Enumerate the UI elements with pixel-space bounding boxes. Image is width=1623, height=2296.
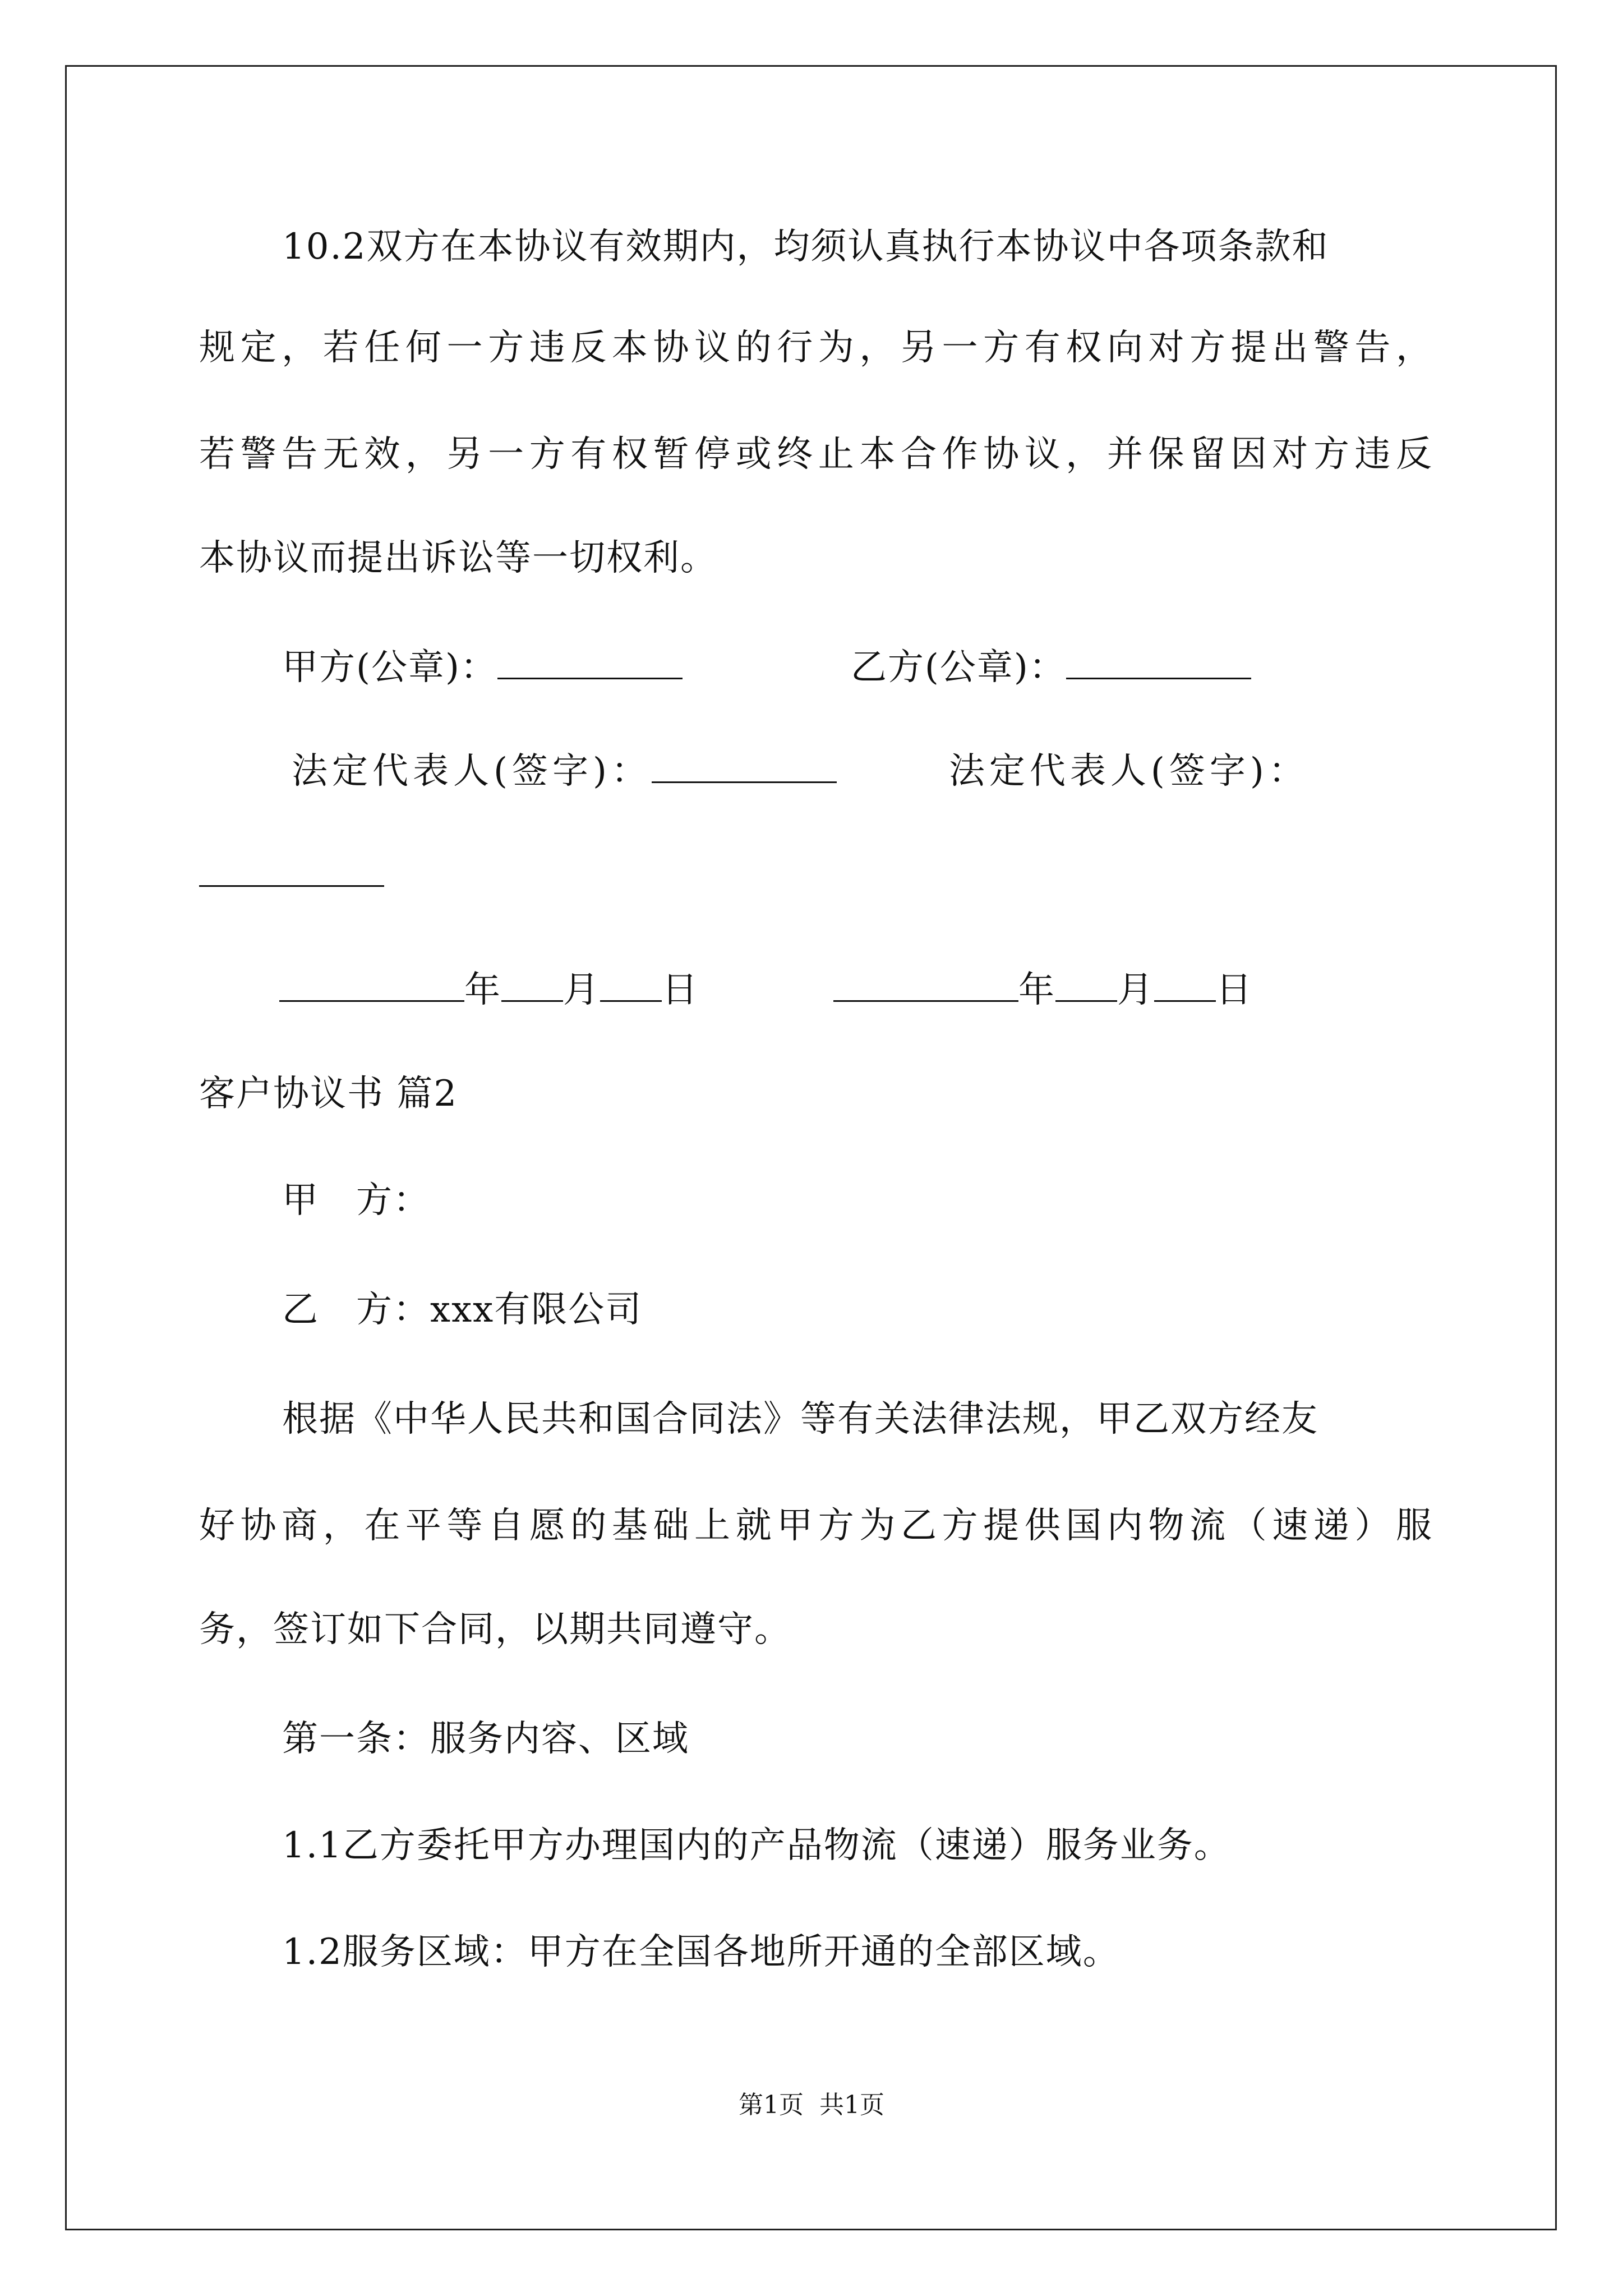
page-footer [0,2090,1623,2121]
article-title: 第一条：服务内容、区域 [282,1718,689,1760]
rep-a-blank [652,750,837,783]
day-b-blank [1154,969,1216,1002]
rep-b-label: 法定代表人(签字)： [948,751,1309,792]
month-b-label: 月 [1117,969,1154,1011]
month-a-blank [501,969,563,1002]
rep-a-label: 法定代表人(签字)： [292,751,652,792]
section-title: 客户协议书 篇2 [199,1073,458,1115]
rep-b-blank [199,854,384,887]
page-border [65,65,1557,2230]
year-b-label: 年 [1018,969,1055,1011]
paragraph-line: 根据《中华人民共和国合同法》等有关法律法规，甲乙双方经友 [282,1398,1318,1440]
party-a-seal-blank [497,646,683,679]
page-current: 第1页 [739,2091,804,2119]
legal-rep-line [292,749,1309,794]
page-total: 共1页 [819,2091,884,2119]
year-a-blank [279,969,464,1002]
rep-b-blank-line [199,853,384,898]
clause-1-2: 1.2服务区域：甲方在全国各地所开通的全部区域。 [282,1931,1120,1973]
clause-1-1: 1.1乙方委托甲方办理国内的产品物流（速递）服务业务。 [282,1825,1231,1866]
party-b-line: 乙 方：xxx有限公司 [282,1289,643,1331]
seal-line [282,645,1251,690]
party-a-seal-label: 甲方(公章)： [282,647,497,688]
paragraph-line: 好协商，在平等自愿的基础上就甲方为乙方提供国内物流（速递）服 [199,1505,1433,1547]
paragraph-line: 规定，若任何一方违反本协议的行为，另一方有权向对方提出警告， [199,327,1433,369]
year-b-blank [833,969,1018,1002]
month-b-blank [1055,969,1117,1002]
paragraph-line: 务，签订如下合同，以期共同遵守。 [199,1609,791,1650]
year-a-label: 年 [464,969,501,1011]
day-a-blank [600,969,662,1002]
day-a-label: 日 [662,969,699,1011]
day-b-label: 日 [1216,969,1253,1011]
party-b-seal-label: 乙方(公章)： [850,647,1066,688]
paragraph-line: 若警告无效，另一方有权暂停或终止本合作协议，并保留因对方违反 [199,434,1433,475]
paragraph-line: 10.2双方在本协议有效期内，均须认真执行本协议中各项条款和 [282,226,1329,268]
month-a-label: 月 [563,969,600,1011]
party-a-line: 甲 方： [282,1180,430,1221]
party-b-seal-blank [1066,646,1251,679]
date-line [279,968,1253,1013]
paragraph-line: 本协议而提出诉讼等一切权利。 [199,537,717,579]
